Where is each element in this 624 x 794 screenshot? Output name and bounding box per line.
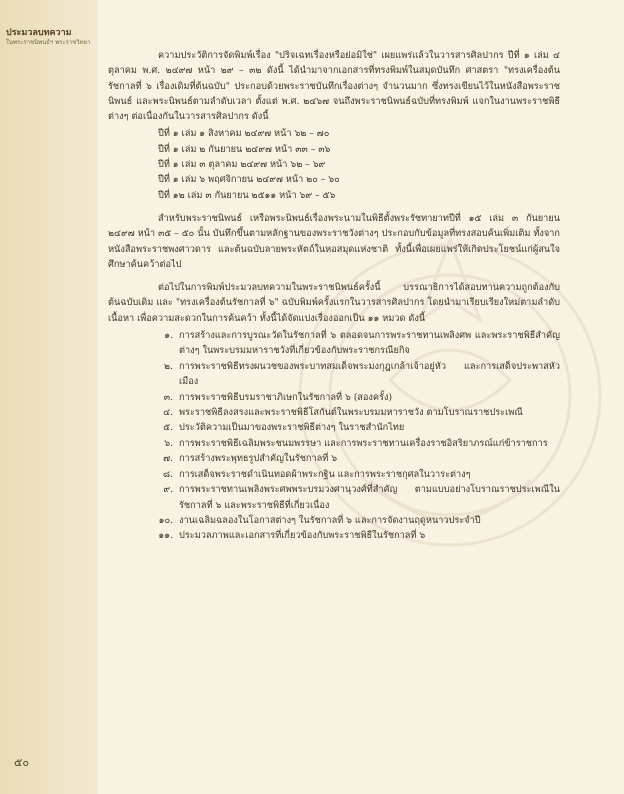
list-number: ๖. [164,437,173,449]
numbered-list [108,328,560,544]
list-text: ประวัติความเป็นมาของพระราชพิธีต่างๆ ในราชสำนักไทย [179,422,405,434]
reference-item: ปีที่ ๑ เล่ม ๖ พฤศจิกายน ๒๔๙๗ หน้า ๒๐ – ๖๐ [158,174,340,186]
running-header [6,28,96,47]
header-title: ประมวลบทความ [6,28,72,38]
reference-item: ปีที่ ๑๒ เล่ม ๓ กันยายน ๒๕๑๑ หน้า ๖๙ – ๕๖ [158,189,336,201]
list-number: ๗. [163,453,173,465]
list-text: การพระราชทานเพลิงพระศพพระบรมวงศานุวงศ์ที่สำคัญ ตามแบบอย่างโบราณราชประเพณีในรัชกาลที่ ๖ และพระราชพิธีที่เกี่ยวเนื่อง [179,484,560,511]
left-margin-strip [0,0,98,794]
list-item [108,359,560,390]
list-number: ๑๐. [158,514,173,526]
list-text: งานเฉลิมฉลองในโอกาสต่างๆ ในรัชกาลที่ ๖ และการจัดงานฤดูหนาวประจำปี [179,514,481,526]
list-item [108,528,560,543]
list-text: การพระราชพิธีทรงผนวชของพระบาทสมเด็จพระมงกุฎเกล้าเจ้าอยู่หัว และการเสด็จประพาสหัวเมือง [179,360,560,388]
list-text: การพระราชพิธีบรมราชาภิเษกในรัชกาลที่ ๖ (สองครั้ง) [179,391,393,403]
reference-item: ปีที่ ๑ เล่ม ๓ ตุลาคม ๒๔๙๗ หน้า ๖๒ – ๖๙ [158,159,326,171]
paragraph-third: ต่อไปในการพิมพ์ประมวลบทความในพระราชนิพนธ์ครั้งนี้ บรรณาธิการได้สอบทานความถูกต้องกับต้นฉบับเดิม และ "ทรงเครื่องต้นรัชกาลที่ ๖" ฉบับพิมพ์ครั้งแรกในวารสารศิลปากร โดยนำมาเรียบเรียงใหม่ตามลำดับเนื้อหา เพื่อความสะดวกในการค้นคว้า ทั้งนี้ได้จัดแบ่งเรื่องออกเป็น ๑๑ หมวด ดังนี้ [108,282,560,324]
list-item [108,467,560,482]
list-number: ๑๑. [158,530,173,542]
header-subtitle: ในพระราชนิพนธ์ฯ พระราชวิทยา [6,39,91,46]
list-item [108,513,560,528]
list-number: ๔. [163,407,173,419]
list-text: พระราชพิธีลงสรงและพระราชพิธีโสกันต์ในพระบรมมหาราชวัง ตามโบราณราชประเพณี [179,407,523,419]
list-number: ๑. [164,330,173,342]
list-text: ประมวลภาพและเอกสารที่เกี่ยวข้องกับพระราชพิธีในรัชกาลที่ ๖ [179,530,426,542]
reference-item: ปีที่ ๑ เล่ม ๒ กันยายน ๒๔๙๗ หน้า ๓๓ – ๓๖ [158,143,331,155]
list-text: การเสด็จพระราชดำเนินทอดผ้าพระกฐิน และการพระราชกุศลในวาระต่างๆ [179,468,471,480]
list-number: ๘. [162,468,173,480]
document-body [108,48,560,544]
reference-list [158,126,560,202]
list-number: ๕. [163,422,173,434]
list-item [108,436,560,451]
list-item [108,328,560,359]
paragraph-intro: ความประวัติการจัดพิมพ์เรื่อง "ปริจเฉทเรื่องหรือย่อมิใช่" เผยแพร่แล้วในวารสารศิลปากร ปีที่ ๑ เล่ม ๔ ตุลาคม พ.ศ. ๒๔๙๗ หน้า ๒๙ – ๓๒ ดังนี้ ได้นำมาจากเอกสารที่ทรงพิมพ์ในสมุดบันทึก ศาสตรา "ทรงเครื่องต้นรัชกาลที่ ๖ เรื่องเดิมที่ต้นฉบับ" ประกอบด้วยพระราชบันทึกเรื่องต่างๆ จำนวนมาก ซึ่งทรงเขียนไว้ในหนังสือพระราชนิพนธ์ และพระนิพนธ์ตามลำดับเวลา ตั้งแต่ พ.ศ. ๒๔๖๗ จนถึงพระราชนิพนธ์ฉบับที่ทรงพิมพ์ แจกในงานพระราชพิธีต่างๆ ต่อเนื่องกันในวารสารศิลปากร ดังนี้ [108,50,560,123]
list-item [108,420,560,435]
reference-item: ปีที่ ๑ เล่ม ๑ สิงหาคม ๒๔๙๗ หน้า ๖๒ – ๗๐ [158,128,330,140]
list-text: การพระราชพิธีเฉลิมพระชนมพรรษา และการพระราชทานเครื่องราชอิสริยาภรณ์แก่ข้าราชการ [179,437,548,449]
list-item [108,390,560,405]
list-item [108,405,560,420]
page-number: ๕๐ [14,756,30,769]
list-number: ๓. [163,391,173,403]
list-text: การสร้างพระพุทธรูปสำคัญในรัชกาลที่ ๖ [179,453,338,465]
list-item [108,482,560,513]
list-number: ๙. [163,484,173,496]
list-item [108,451,560,466]
paragraph-second: สำหรับพระราชนิพนธ์ เหรือพระนิพนธ์เรื่องพระนามในพิธีตั้งพระรัชทายาทปีที่ ๑๕ เล่ม ๓ กันยายน ๒๔๙๗ หน้า ๓๕ – ๕๐ นั้น บันทึกขึ้นตามหลักฐานของพระราชวังต่างๆ ประกอบกับข้อมูลที่ทรงสอบค้นเพิ่มเติม ทั้งจากหนังสือพระราชพงศาวดาร และต้นฉบับลายพระหัตถ์ในหอสมุดแห่งชาติ ทั้งนี้เพื่อเผยแพร่ให้เกิดประโยชน์แก่ผู้สนใจศึกษาค้นคว้าต่อไป [108,212,560,270]
list-number: ๒. [164,360,173,372]
list-text: การสร้างและการบูรณะวัดในรัชกาลที่ ๖ ตลอดจนการพระราชทานเพลิงศพ และพระราชพิธีสำคัญต่างๆ ในพระบรมมหาราชวังที่เกี่ยวข้องกับพระราชกรณียกิจ [179,330,560,357]
